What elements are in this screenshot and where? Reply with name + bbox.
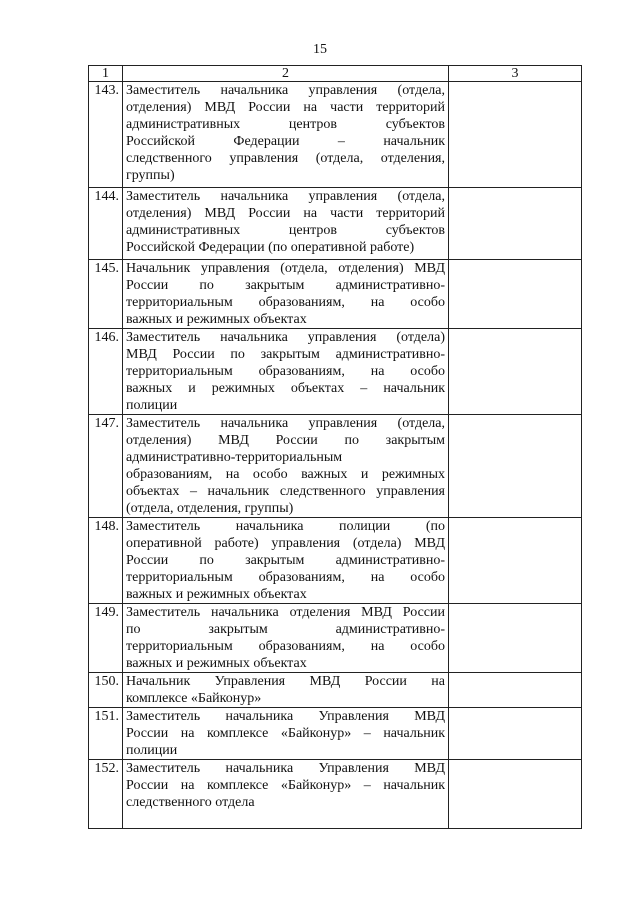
table-row [89,518,582,604]
row-number: 145. [89,260,123,329]
position-title [123,708,449,760]
position-title-line: полиции [126,743,178,758]
position-title-line: комплексе «Байконур» [126,691,262,706]
column-3-cell [449,188,582,260]
position-title-line: Заместитель начальника Управления МВД [126,761,445,776]
table-row [89,673,582,708]
position-title-line: Заместитель начальника полиции (по [126,519,445,534]
position-title-line: важных и режимных объектах [126,312,307,327]
row-number: 144. [89,188,123,260]
position-title [123,260,449,329]
document-table [88,65,582,829]
row-number: 152. [89,760,123,829]
position-title-line: отделения) МВД России на части территорий [126,206,445,221]
position-title-line: Начальник управления (отдела, отделения) МВД [126,261,445,276]
position-title-line: административных центров субъектов [126,117,445,132]
position-title-line: группы) [126,168,175,183]
position-title [123,82,449,188]
position-title-line: Российской Федерации – начальник [126,134,445,149]
column-3-cell [449,760,582,829]
column-3-cell [449,604,582,673]
position-title-line: России по закрытым административно- [126,278,445,293]
position-title-line: отделения) МВД России по закрытым [126,433,445,448]
position-title-line: следственного отдела [126,795,255,810]
position-title-line: по закрытым административно- [126,622,445,637]
position-title-line: оперативной работе) управления (отдела) МВД [126,536,445,551]
position-title-line: территориальным образованиям, на особо [126,295,445,310]
row-number: 148. [89,518,123,604]
position-title [123,415,449,518]
position-title-line: Начальник Управления МВД России на [126,674,445,689]
position-title-line: Заместитель начальника управления (отдела) [126,330,445,345]
header-row [89,66,582,82]
column-3-cell [449,82,582,188]
row-number: 147. [89,415,123,518]
table-row [89,708,582,760]
row-number: 143. [89,82,123,188]
position-title-line: (отдела, отделения, группы) [126,501,294,516]
position-title-line: МВД России по закрытым административно- [126,347,445,362]
table-row [89,604,582,673]
table-row [89,329,582,415]
column-3-cell [449,708,582,760]
row-number: 149. [89,604,123,673]
row-number: 150. [89,673,123,708]
position-title-line: территориальным образованиям, на особо [126,570,445,585]
position-title [123,518,449,604]
table-row [89,188,582,260]
column-header-1: 1 [89,66,123,82]
position-title-line: отделения) МВД России на части территорий [126,100,445,115]
page-number: 15 [313,42,327,57]
row-number: 151. [89,708,123,760]
position-title [123,604,449,673]
position-title [123,760,449,829]
position-title-line: Заместитель начальника управления (отдела, [126,83,445,98]
table-row [89,82,582,188]
column-3-cell [449,329,582,415]
position-title-line: следственного управления (отдела, отделения, [126,151,445,166]
position-title-line: России на комплексе «Байконур» – начальник [126,778,445,793]
position-title-line: Российской Федерации (по оперативной работе) [126,240,415,255]
column-3-cell [449,260,582,329]
position-title-line: территориальным образованиям, на особо [126,639,445,654]
position-title-line: полиции [126,398,178,413]
column-header-3: 3 [449,66,582,82]
position-title-line: России на комплексе «Байконур» – начальник [126,726,445,741]
position-title [123,673,449,708]
column-3-cell [449,673,582,708]
position-title-line: административных центров субъектов [126,223,445,238]
position-title-line: образованиям, на особо важных и режимных [126,467,445,482]
table-row [89,260,582,329]
position-title-line: Заместитель начальника отделения МВД России [126,605,445,620]
position-title-line: важных и режимных объектах [126,587,307,602]
column-3-cell [449,518,582,604]
position-title-line: важных и режимных объектах [126,656,307,671]
position-title-line: территориальным образованиям, на особо [126,364,445,379]
column-3-cell [449,415,582,518]
row-number: 146. [89,329,123,415]
position-title-line: Заместитель начальника управления (отдела, [126,416,445,431]
position-title-line: важных и режимных объектах – начальник [126,381,445,396]
position-title [123,329,449,415]
position-title [123,188,449,260]
table-row [89,760,582,829]
position-title-line: России по закрытым административно- [126,553,445,568]
position-title-line: объектах – начальник следственного управления [126,484,445,499]
position-title-line: Заместитель начальника управления (отдела, [126,189,445,204]
column-header-2: 2 [123,66,449,82]
table-row [89,415,582,518]
position-title-line: Заместитель начальника Управления МВД [126,709,445,724]
position-title-line: административно-территориальным [126,450,343,465]
table-body [89,82,582,829]
